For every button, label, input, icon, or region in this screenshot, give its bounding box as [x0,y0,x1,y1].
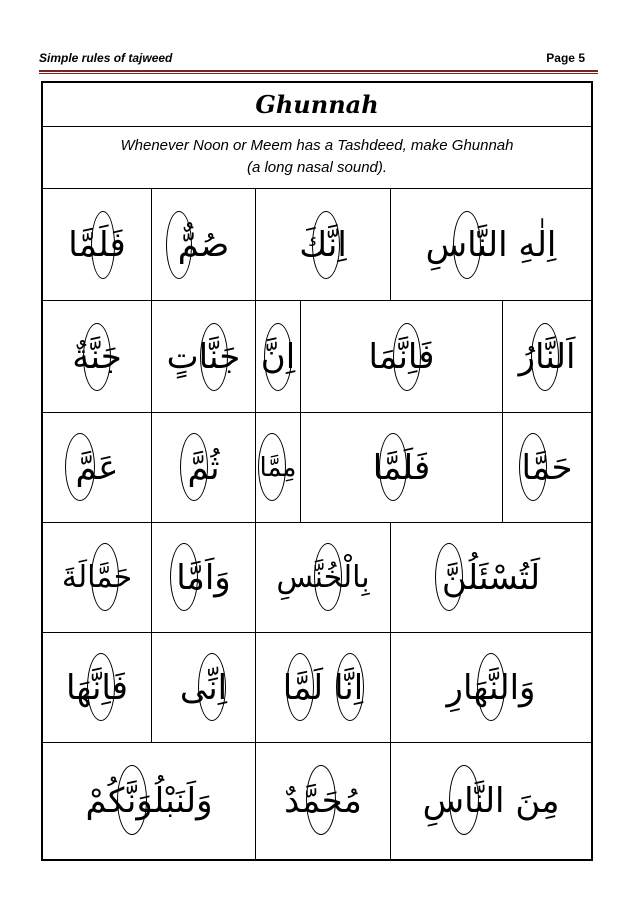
arabic-word: عَمَّ [75,447,119,488]
header-book-title: Simple rules of tajweed [39,51,173,65]
word-cell [503,413,591,523]
word-cell [391,189,591,301]
word-cell [256,523,391,633]
word-cell [391,743,591,859]
arabic-word: لَتُسْئَلُنَّ [441,557,541,598]
word-cell [43,743,256,859]
rule-line-2: (a long nasal sound). [246,159,388,176]
word-cell [152,301,256,413]
arabic-word: فَلَمَّا [68,224,126,265]
arabic-word: جَنَّةٌ [72,336,122,377]
arabic-word: فَاِنَّهَا [65,667,129,708]
arabic-word: مُحَمَّدٌ [284,781,362,821]
arabic-word: حَمَّا [521,447,573,488]
header-page-number: Page 5 [546,51,585,65]
rule-line-1: Whenever Noon or Meem has a Tashdeed, make Ghunnah [120,137,514,154]
word-cell [43,523,152,633]
word-cell [391,633,591,743]
arabic-word: مِنَ النَّاسِ [422,781,560,821]
word-cell [256,301,301,413]
arabic-word: جَنَّاتٍ [166,336,241,377]
word-cell [256,189,391,301]
word-cell [256,633,391,743]
arabic-word: اِنَّكَ [299,224,347,265]
word-cell [152,189,256,301]
word-cell [43,633,152,743]
word-cell [503,301,591,413]
word-cell [152,413,256,523]
word-cell [391,523,591,633]
word-cell [256,743,391,859]
arabic-word: اِلٰهِ النَّاسِ [425,224,557,265]
word-cell [43,413,152,523]
lesson-table [41,81,593,861]
arabic-word: بِالْخُنَّسِ [276,559,370,595]
header-rule-thin [39,73,598,74]
word-cell [256,413,301,523]
arabic-word: وَاَمَّا [176,557,231,598]
word-cell [43,189,152,301]
arabic-word: اَلنَّارُ [518,336,576,377]
arabic-word: فَلَمَّا [372,447,431,488]
word-cell [43,301,152,413]
page-header [39,48,595,68]
arabic-word: فَاِنَّمَا [368,336,435,377]
arabic-word: حَمَّالَةَ [61,559,133,595]
word-cell [152,523,256,633]
arabic-word: وَالنَّهَارِ [446,667,536,708]
arabic-word: مِمَّا [259,452,297,483]
lesson-title: Ghunnah [43,83,591,127]
arabic-word: اِنَّ [260,336,296,377]
arabic-word: ثُمَّ [187,447,220,488]
arabic-word: اِنَّا لَمَّا [282,667,364,708]
word-cell [301,301,503,413]
arabic-word: اِنِّى [179,667,228,708]
word-cell [152,633,256,743]
arabic-word: صُمٌّ [177,224,230,265]
word-cell [301,413,503,523]
arabic-word: وَلَنَبْلُوَنَّكُمْ [85,781,213,821]
header-rule-thick [39,70,598,72]
rule-description [43,127,591,189]
